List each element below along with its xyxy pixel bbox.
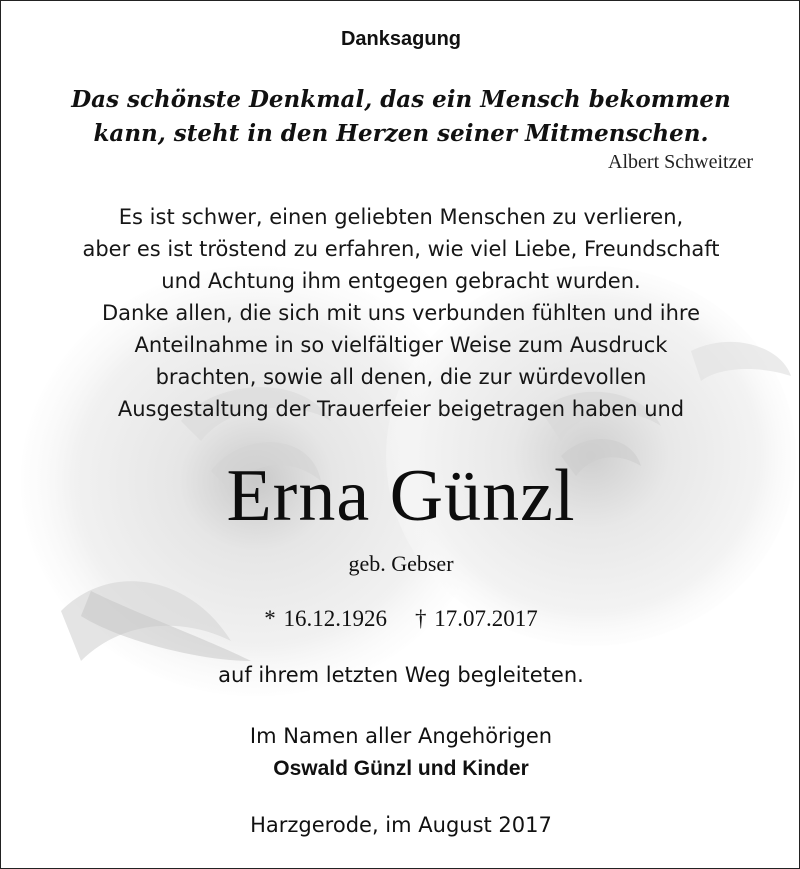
quote-author: Albert Schweitzer	[608, 151, 753, 173]
on-behalf-line: Im Namen aller Angehörigen	[249, 724, 553, 748]
message-line: brachten, sowie all denen, die zur würdevollen	[155, 365, 647, 389]
quote-line: Das schönste Denkmal, das ein Mensch bekommen	[71, 86, 731, 113]
message-line: aber es ist tröstend zu erfahren, wie viel Liebe, Freundschaft	[82, 237, 720, 261]
quote	[1, 83, 800, 151]
quote-line: kann, steht in den Herzen seiner Mitmenschen.	[93, 120, 709, 147]
message-line: Es ist schwer, einen geliebten Menschen zu verlieren,	[118, 205, 684, 229]
message-line: Anteilnahme in so vielfältiger Weise zum Ausdruck	[134, 333, 668, 357]
message-line: Ausgestaltung der Trauerfeier beigetragen haben und	[117, 397, 685, 421]
message-line: Danke allen, die sich mit uns verbunden fühlten und ihre	[102, 301, 700, 325]
birth-date: * 16.12.1926	[264, 606, 387, 631]
death-date: † 17.07.2017	[415, 606, 538, 631]
closing-line: auf ihrem letzten Weg begleiteten.	[218, 663, 584, 687]
notice-title: Danksagung	[340, 28, 462, 50]
deceased-name: Erna Günzl	[226, 455, 576, 537]
place-date: Harzgerode, im August 2017	[250, 813, 552, 837]
life-dates	[1, 606, 800, 632]
message-line: und Achtung ihm entgegen gebracht wurden.	[161, 269, 641, 293]
maiden-name: geb. Gebser	[348, 551, 454, 576]
thank-you-message	[1, 201, 800, 425]
signer-name: Oswald Günzl und Kinder	[273, 757, 529, 780]
